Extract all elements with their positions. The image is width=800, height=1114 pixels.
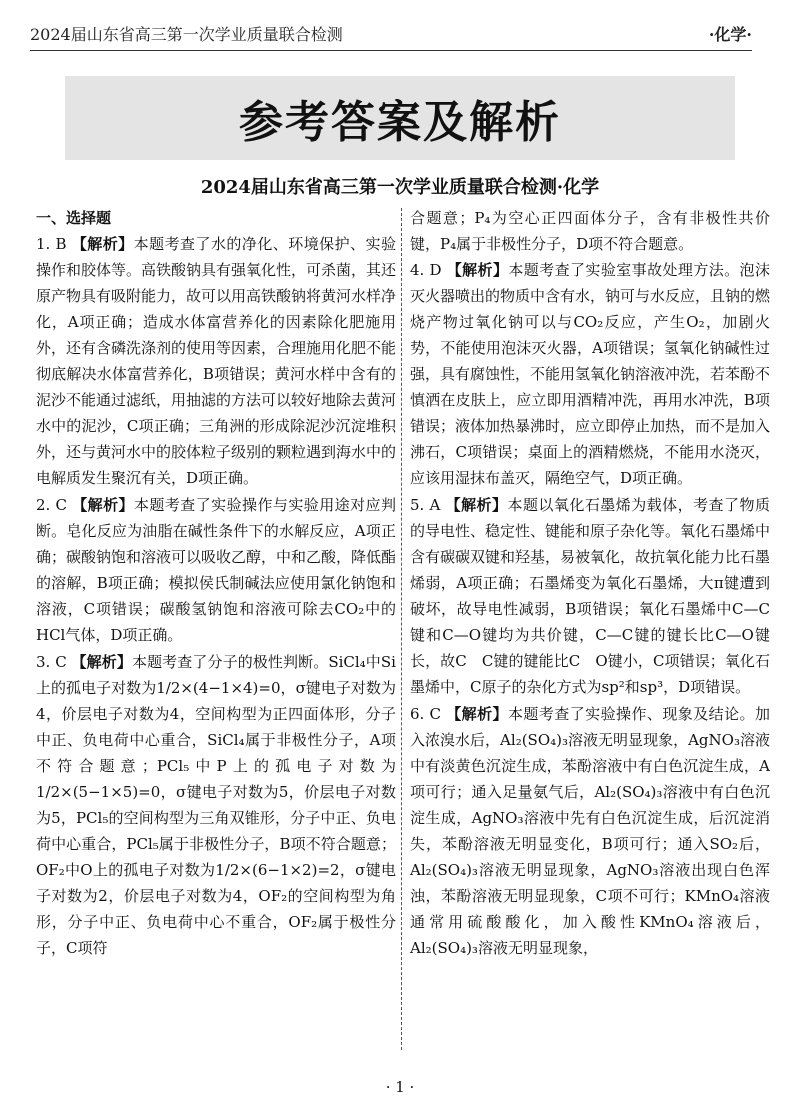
answer-letter: B	[55, 235, 67, 253]
question-number: 2.	[36, 496, 51, 514]
page-header-title: 2024届山东省高三第一次学业质量联合检测	[30, 25, 343, 44]
section-heading: 一、选择题	[36, 209, 112, 227]
question-1	[36, 231, 396, 491]
analysis-tag: 【解析】	[72, 496, 134, 514]
question-5	[410, 492, 770, 700]
header-rule	[30, 50, 752, 51]
right-column	[410, 205, 770, 962]
subject-tag: ·化学·	[708, 25, 752, 44]
analysis-tag: 【解析】	[446, 705, 508, 723]
analysis-tag: 【解析】	[446, 261, 509, 279]
analysis-text: 本题考查了实验室事故处理方法。泡沫灭火器喷出的物质中含有水，钠可与水反应，且钠的燃烧产物过氧化钠可以与CO₂反应，产生O₂，加剧火势，不能使用泡沫灭火器，A项错误；氢氧化钠碱性过强，具有腐蚀性，不能用氢氧化钠溶液冲洗，若苯酚不慎洒在皮肤上，应立即用酒精冲洗，再用水冲洗，B项错误；液体加热暴沸时，应立即停止加热，而不是加入沸石，C项错误；桌面上的酒精燃烧，不能用水浇灭，应该用湿抹布盖灭，隔绝空气，D项正确。	[410, 261, 771, 487]
answer-letter: A	[429, 496, 441, 514]
analysis-tag: 【解析】	[71, 235, 134, 253]
title-banner	[65, 76, 735, 160]
analysis-text: 本题考查了水的净化、环境保护、实验操作和胶体等。高铁酸钠具有强氧化性，可杀菌，其还原产物具有吸附能力，故可以用高铁酸钠将黄河水样净化，A项正确；造成水体富营养化的因素除化肥施用外，还有含磷洗涤剂的使用等因素，合理施用化肥不能彻底解决水体富营养化，B项错误；黄河水样中含有的泥沙不能通过滤纸，用抽滤的方法可以较好地除去黄河水中的泥沙，C项正确；三角洲的形成除泥沙沉淀堆积外，还与黄河水中的胶体粒子级别的颗粒遇到海水中的电解质发生聚沉有关，D项正确。	[36, 235, 397, 487]
analysis-tag: 【解析】	[71, 653, 132, 671]
column-divider	[401, 208, 402, 1050]
answer-letter: C	[55, 653, 67, 671]
question-number: 1.	[36, 235, 51, 253]
analysis-text: 本题以氧化石墨烯为载体，考查了物质的导电性、稳定性、键能和原子杂化等。氧化石墨烯中含有碳碳双键和羟基，易被氧化，故抗氧化能力比石墨烯弱，A项正确；石墨烯变为氧化石墨烯，大π键遭到破坏，故导电性减弱，B项错误；氧化石墨烯中C—C键和C—O键均为共价键，C—C键的键长比C—O键长，故C C键的键能比C O键小，C项错误；氧化石墨烯中，C原子的杂化方式为sp²和sp³，D项错误。	[410, 496, 771, 696]
question-number: 6.	[410, 705, 425, 723]
answer-letter: D	[429, 261, 442, 279]
page-number: · 1 ·	[385, 1078, 415, 1096]
answer-letter: C	[429, 705, 442, 723]
question-number: 4.	[410, 261, 425, 279]
question-2	[36, 492, 396, 648]
document-subtitle: 2024届山东省高三第一次学业质量联合检测·化学	[200, 177, 600, 198]
question-number: 5.	[410, 496, 425, 514]
banner-title: 参考答案及解析	[239, 97, 561, 148]
question-number: 3.	[36, 653, 51, 671]
analysis-text: 本题考查了实验操作与实验用途对应判断。皂化反应为油脂在碱性条件下的水解反应，A项正确；碳酸钠饱和溶液可以吸收乙醇，中和乙酸，降低酯的溶解，B项正确；模拟侯氏制碱法应使用氯化钠饱和溶液，C项错误；碳酸氢钠饱和溶液可除去CO₂中的HCl气体，D项正确。	[36, 496, 397, 644]
analysis-text: 本题考查了实验操作、现象及结论。加入浓溴水后，Al₂(SO₄)₃溶液无明显现象，AgNO₃溶液中有淡黄色沉淀生成，苯酚溶液中有白色沉淀生成，A项可行；通入足量氨气后，Al₂(SO₄)₃溶液中有白色沉淀生成，AgNO₃溶液中先有白色沉淀生成，后沉淀消失，苯酚溶液无明显变化，B项可行；通入SO₂后，Al₂(SO₄)₃溶液无明显现象，AgNO₃溶液出现白色浑浊，苯酚溶液无明显现象，C项不可行；KMnO₄溶液通常用硫酸酸化，加入酸性KMnO₄溶液后，Al₂(SO₄)₃溶液无明显现象，	[410, 705, 770, 957]
answer-letter: C	[55, 496, 68, 514]
analysis-tag: 【解析】	[445, 496, 508, 514]
question-6	[410, 701, 770, 961]
analysis-text: 本题考查了分子的极性判断。SiCl₄中Si上的孤电子对数为1/2×(4−1×4)=0，σ键电子对数为4，价层电子对数为4，空间构型为正四面体形，分子中正、负电荷中心重合，SiCl₄属于非极性分子，A项不符合题意；PCl₅中P上的孤电子对数为1/2×(5−1×5)=0，σ键电子对数为5，价层电子对数为5，PCl₅的空间构型为三角双锥形，分子中正、负电荷中心重合，PCl₅属于非极性分子，B项不符合题意；OF₂中O上的孤电子对数为1/2×(6−1×2)=2，σ键电子对数为2，价层电子对数为4，OF₂的空间构型为角形，分子中正、负电荷中心不重合，OF₂属于极性分子，C项符	[36, 653, 396, 957]
question-3-continued: 合题意；P₄为空心正四面体分子，含有非极性共价键，P₄属于非极性分子，D项不符合题意。	[410, 209, 770, 253]
left-column	[36, 205, 396, 962]
question-4	[410, 257, 770, 491]
question-3	[36, 649, 396, 961]
